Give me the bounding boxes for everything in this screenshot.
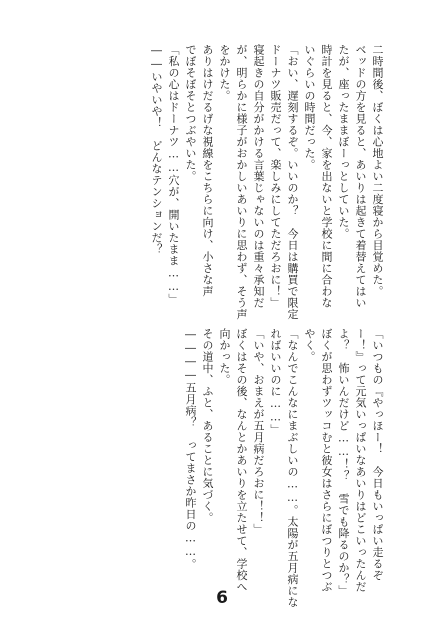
text-line: をかけた。 bbox=[218, 44, 231, 102]
text-line: ベッドの方を見ると、あいりは起きて着替えてはい bbox=[354, 44, 367, 309]
text-line: が、明らかに様子がおかしいあいりに思わず、そう声 bbox=[235, 44, 248, 320]
text-line: ぼくはその後、なんとかあいりを立たせて、学校へ bbox=[235, 328, 248, 593]
text-line: でぼそぼそとつぶやいた。 bbox=[184, 44, 197, 182]
page-number: 6 bbox=[216, 588, 228, 608]
text-line: 二時間後、ぼくは心地よい二度寝から目覚めた。 bbox=[371, 44, 384, 297]
text-line: 「いや、おまえが五月病だろおに！！」 bbox=[252, 328, 265, 535]
text-line: ー！』って元気いっぱいなあいりはどこいったんだ bbox=[354, 328, 367, 593]
text-line: たが、座ったままぼーっとしていた。 bbox=[337, 44, 350, 240]
text-line: 寝起きの自分がかける言葉じゃないのは重々承知だ bbox=[252, 44, 265, 309]
text-line: 向かった。 bbox=[218, 328, 231, 386]
text-line: ぼくが思わずツッコむと彼女はさらにぼつりとつぶ bbox=[320, 328, 333, 593]
upper-text-block bbox=[148, 44, 386, 320]
text-line: 時計を見ると、今、家を出ないと学校に間に合わな bbox=[320, 44, 333, 309]
text-line: 「おい、遅刻するぞ。いいのか？ 今日は購買で限定 bbox=[286, 44, 299, 320]
text-line: ドーナツ販売だって、楽しみにしてただろおに！」 bbox=[269, 44, 282, 309]
text-line: ありはけだるげな視線をこちらに向け、小さな声 bbox=[201, 44, 214, 297]
text-line: その道中、ふと、あることに気づく。 bbox=[201, 328, 214, 524]
text-line: 「私の心はドーナツ……穴が、開いたまま……」 bbox=[167, 44, 180, 305]
text-line: いぐらいの時間だった。 bbox=[303, 44, 316, 171]
text-line: ――いやいや！ どんなテンションだ？ bbox=[150, 44, 163, 255]
text-line: よ？ 怖いんだけど……！？ 雪でも降るのか？」 bbox=[337, 328, 350, 597]
lower-text-block bbox=[182, 328, 386, 608]
text-line: やく。 bbox=[303, 328, 316, 363]
text-line: 「なんでこんなにまぶしいの……。太陽が五月病にな bbox=[286, 328, 299, 608]
text-line: ればいいのに……」 bbox=[269, 328, 282, 436]
text-line: ――――五月病？ ってまさか昨日の……。 bbox=[184, 328, 197, 570]
text-line: 「いつもの『やっほー！ 今日もいっぱい走るぞ bbox=[371, 328, 384, 581]
